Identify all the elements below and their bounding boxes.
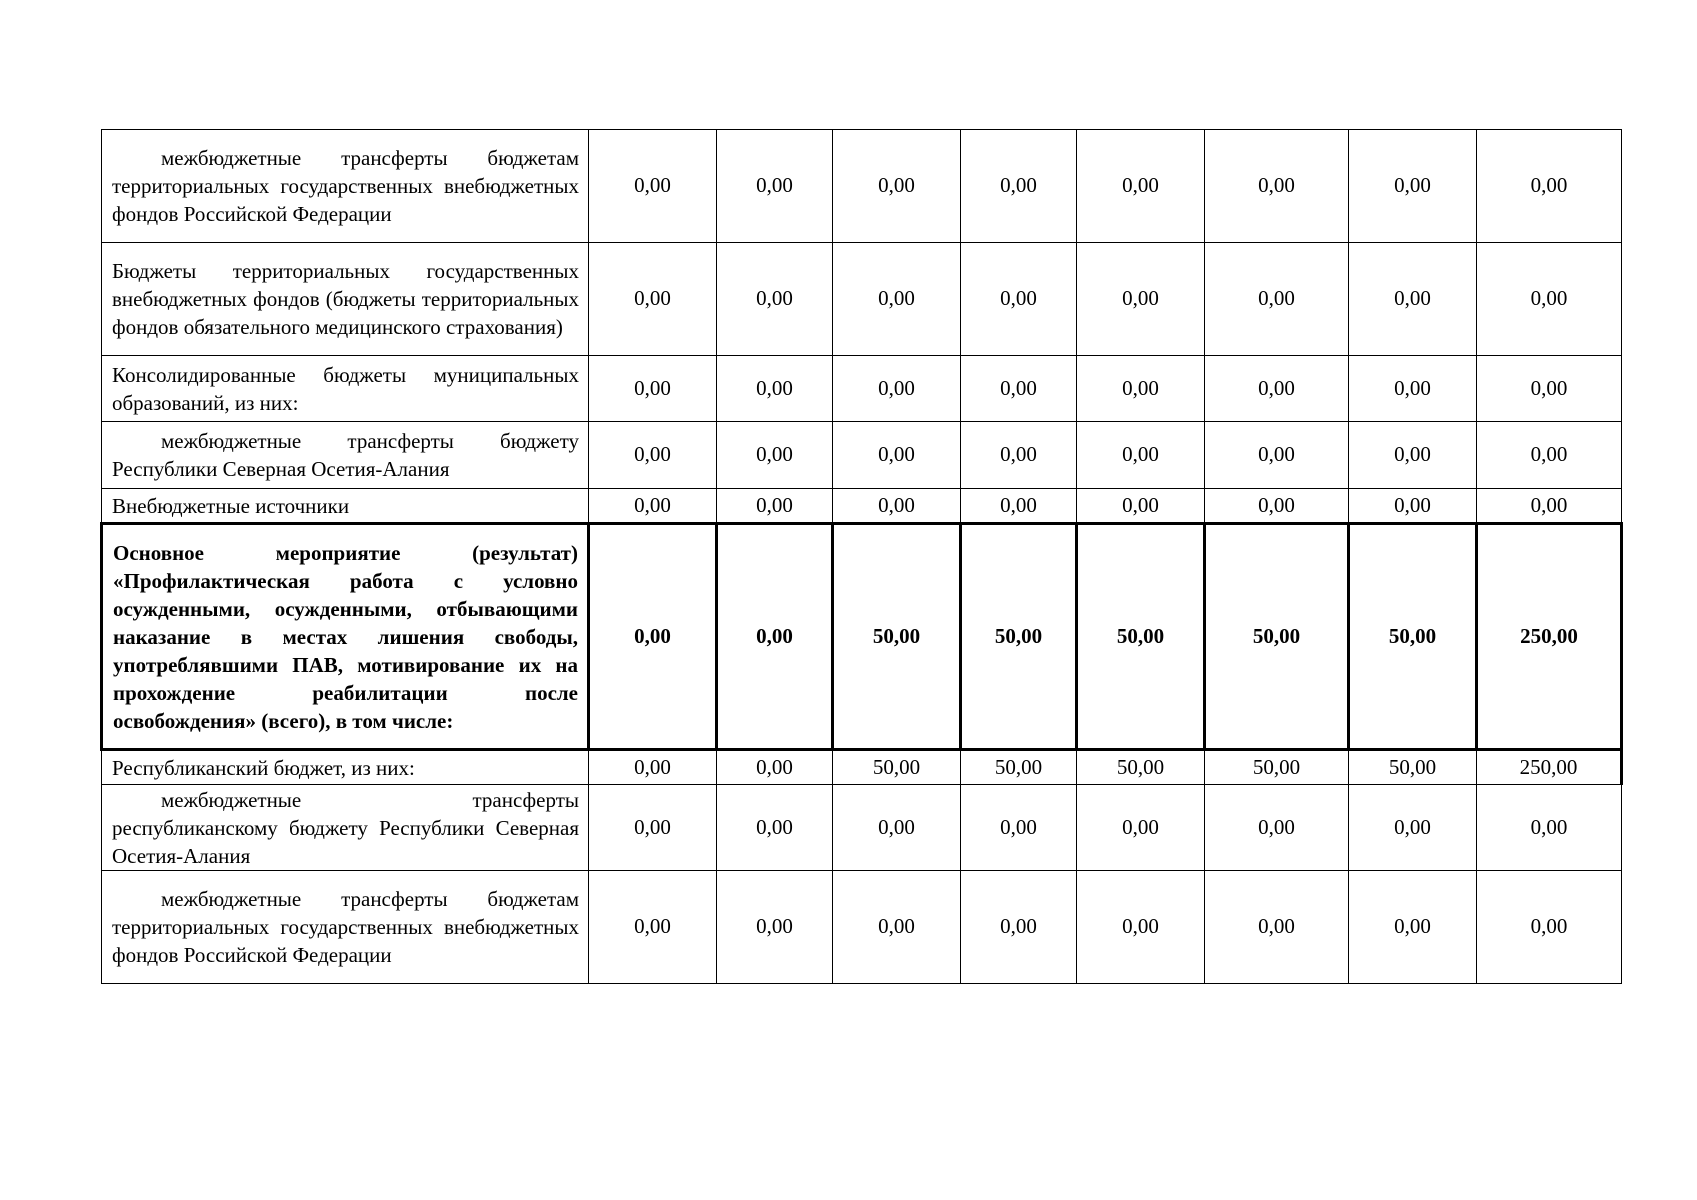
value-cell: 50,00	[961, 524, 1077, 750]
value-cell: 0,00	[717, 871, 833, 984]
value-cell: 0,00	[1205, 356, 1349, 422]
row-label: Бюджеты территориальных государственных внебюджетных фондов (бюджеты территориальных фондов обязательного медицинского страхования)	[102, 243, 589, 356]
value-cell: 250,00	[1477, 750, 1622, 785]
row-label: межбюджетные трансферты бюджетам территориальных государственных внебюджетных фондов Российской Федерации	[102, 871, 589, 984]
value-cell: 0,00	[833, 356, 961, 422]
value-cell: 0,00	[1205, 422, 1349, 489]
value-cell: 50,00	[833, 524, 961, 750]
value-cell: 50,00	[1077, 750, 1205, 785]
value-cell: 0,00	[961, 871, 1077, 984]
value-cell: 0,00	[1077, 871, 1205, 984]
value-cell: 0,00	[1077, 243, 1205, 356]
value-cell: 0,00	[717, 750, 833, 785]
value-cell: 0,00	[1477, 785, 1622, 871]
value-cell: 50,00	[1349, 524, 1477, 750]
value-cell: 0,00	[1477, 130, 1622, 243]
value-cell: 0,00	[961, 785, 1077, 871]
value-cell: 0,00	[833, 130, 961, 243]
table-row	[102, 750, 1622, 785]
value-cell: 0,00	[589, 130, 717, 243]
value-cell: 0,00	[1205, 871, 1349, 984]
value-cell: 0,00	[833, 489, 961, 524]
row-label: межбюджетные трансферты бюджету Республики Северная Осетия-Алания	[102, 422, 589, 489]
value-cell: 0,00	[1077, 356, 1205, 422]
value-cell: 0,00	[1477, 243, 1622, 356]
value-cell: 0,00	[1077, 130, 1205, 243]
row-label: Основное мероприятие (результат) «Профилактическая работа с условно осужденными, осужденными, отбывающими наказание в местах лишения свободы, употреблявшими ПАВ, мотивирование их на прохождение реабилитации после освобождения» (всего), в том числе:	[102, 524, 589, 750]
row-label: Консолидированные бюджеты муниципальных образований, из них:	[102, 356, 589, 422]
value-cell: 0,00	[589, 243, 717, 356]
value-cell: 0,00	[1349, 871, 1477, 984]
value-cell: 0,00	[1477, 871, 1622, 984]
table-row-main-activity	[102, 524, 1622, 750]
value-cell: 0,00	[1205, 243, 1349, 356]
value-cell: 0,00	[589, 489, 717, 524]
value-cell: 0,00	[1205, 785, 1349, 871]
value-cell: 0,00	[589, 750, 717, 785]
value-cell: 250,00	[1477, 524, 1622, 750]
table-row	[102, 871, 1622, 984]
value-cell: 0,00	[961, 243, 1077, 356]
value-cell: 0,00	[1205, 130, 1349, 243]
value-cell: 0,00	[717, 524, 833, 750]
value-cell: 0,00	[1077, 489, 1205, 524]
row-label: Внебюджетные источники	[102, 489, 589, 524]
value-cell: 0,00	[1077, 422, 1205, 489]
value-cell: 0,00	[1349, 356, 1477, 422]
value-cell: 0,00	[717, 422, 833, 489]
value-cell: 0,00	[589, 524, 717, 750]
value-cell: 0,00	[1349, 130, 1477, 243]
value-cell: 0,00	[717, 243, 833, 356]
row-label: межбюджетные трансферты бюджетам территориальных государственных внебюджетных фондов Российской Федерации	[102, 130, 589, 243]
value-cell: 0,00	[1349, 785, 1477, 871]
table-row	[102, 785, 1622, 871]
value-cell: 50,00	[1205, 750, 1349, 785]
table-row	[102, 489, 1622, 524]
value-cell: 0,00	[961, 130, 1077, 243]
value-cell: 0,00	[589, 422, 717, 489]
value-cell: 0,00	[717, 785, 833, 871]
value-cell: 0,00	[1349, 243, 1477, 356]
value-cell: 0,00	[1349, 489, 1477, 524]
value-cell: 50,00	[1205, 524, 1349, 750]
value-cell: 50,00	[1349, 750, 1477, 785]
table-row	[102, 130, 1622, 243]
value-cell: 0,00	[1477, 356, 1622, 422]
value-cell: 0,00	[833, 785, 961, 871]
value-cell: 0,00	[1349, 422, 1477, 489]
value-cell: 0,00	[1477, 422, 1622, 489]
value-cell: 0,00	[961, 489, 1077, 524]
table-row	[102, 243, 1622, 356]
value-cell: 50,00	[833, 750, 961, 785]
value-cell: 50,00	[1077, 524, 1205, 750]
budget-table	[100, 129, 1623, 984]
value-cell: 0,00	[717, 130, 833, 243]
value-cell: 0,00	[717, 489, 833, 524]
table-row	[102, 422, 1622, 489]
value-cell: 0,00	[833, 871, 961, 984]
value-cell: 0,00	[589, 356, 717, 422]
value-cell: 0,00	[717, 356, 833, 422]
value-cell: 50,00	[961, 750, 1077, 785]
value-cell: 0,00	[961, 356, 1077, 422]
value-cell: 0,00	[1205, 489, 1349, 524]
value-cell: 0,00	[833, 422, 961, 489]
value-cell: 0,00	[961, 422, 1077, 489]
row-label: межбюджетные трансферты республиканскому бюджету Республики Северная Осетия-Алания	[102, 785, 589, 871]
row-label: Республиканский бюджет, из них:	[102, 750, 589, 785]
table-row	[102, 356, 1622, 422]
value-cell: 0,00	[1077, 785, 1205, 871]
value-cell: 0,00	[1477, 489, 1622, 524]
value-cell: 0,00	[589, 871, 717, 984]
value-cell: 0,00	[589, 785, 717, 871]
value-cell: 0,00	[833, 243, 961, 356]
